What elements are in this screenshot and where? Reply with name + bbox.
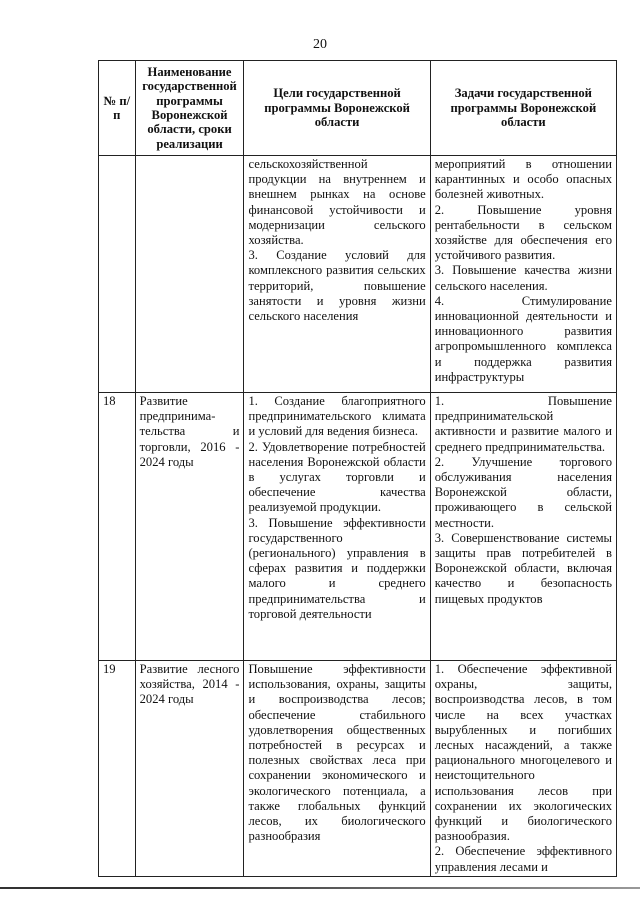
header-num: № п/п xyxy=(99,61,136,156)
header-goals: Цели государственной программы Воронежской области xyxy=(244,61,430,156)
row-num xyxy=(99,156,136,393)
row-tasks: мероприятий в отношении карантинных и особо опасных болезней животных. 2. Повышение уровня рентабельности в сельском хозяйстве для обеспечения его устойчивого развития. 3. Повышение качества жизни сельского населения. 4. Стимулирование инновационной деятельности и инновационного развития агропромышленного комплекса и поддержка развития инфраструктуры xyxy=(430,156,616,393)
table-row-continued xyxy=(99,156,617,393)
row-goals: 1. Создание благоприятного предпринимательского климата и условий для ведения бизнеса. 2. Удовлетворение потребностей населения Воронежской области в услугах торговли и обеспечение качества реализуемой продукции. 3. Повышение эффективности государственного (регионального) управления в сферах развития и поддержки малого и среднего предпринимательства и торговой деятельности xyxy=(244,393,430,661)
table-row-19 xyxy=(99,661,617,877)
header-tasks: Задачи государственной программы Воронежской области xyxy=(430,61,616,156)
row-name xyxy=(135,156,244,393)
table-header xyxy=(99,61,617,156)
row-name: Развитие предпринима-тельства и торговли, 2016 - 2024 годы xyxy=(135,393,244,661)
row-tasks: 1. Повышение предпринимательской активности и развитие малого и среднего предпринимательства. 2. Улучшение торгового обслуживания населения Воронежской области, проживающего в сельской местности. 3. Совершенствование системы защиты прав потребителей в Воронежской области, включая качество и безопасность пищевых продуктов xyxy=(430,393,616,661)
row-num: 19 xyxy=(99,661,136,877)
page-number: 20 xyxy=(313,37,327,52)
table-row-18 xyxy=(99,393,617,661)
programs-table xyxy=(98,60,617,877)
row-name: Развитие лесного хозяйства, 2014 - 2024 годы xyxy=(135,661,244,877)
header-name: Наименование государственной программы Воронежской области, сроки реализации xyxy=(135,61,244,156)
row-goals: Повышение эффективности использования, охраны, защиты и воспроизводства лесов; обеспечение стабильного удовлетворения общественных потребностей в ресурсах и полезных свойствах леса при сохранении экономического и экологического потенциала, а также глобальных функций лесов, их биологического разнообразия xyxy=(244,661,430,877)
row-goals: сельскохозяйственной продукции на внутреннем и внешнем рынках на основе финансовой устойчивости и модернизации сельского хозяйства. 3. Создание условий для комплексного развития сельских территорий, повышение занятости и уровня жизни сельского населения xyxy=(244,156,430,393)
row-tasks: 1. Обеспечение эффективной охраны, защиты, воспроизводства лесов, в том числе на всех участках вырубленных и погибших лесных насаждений, а также рационального многоцелевого и неистощительного использования лесов при сохранении их экологических функций и биологического разнообразия. 2. Обеспечение эффективного управления лесами и xyxy=(430,661,616,877)
scan-edge-line xyxy=(0,887,640,889)
row-num: 18 xyxy=(99,393,136,661)
